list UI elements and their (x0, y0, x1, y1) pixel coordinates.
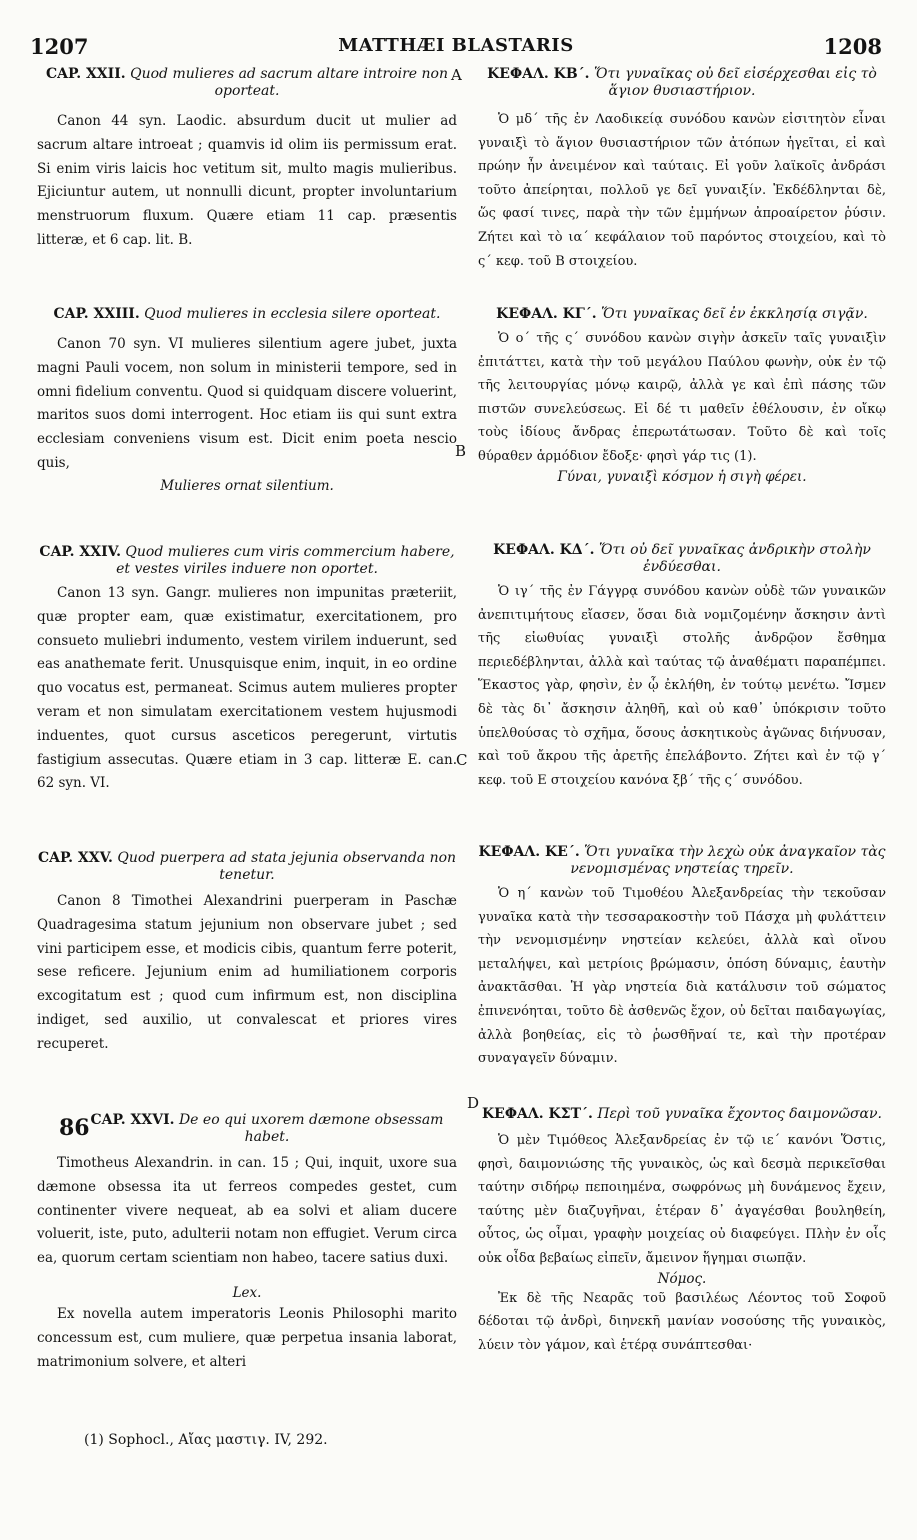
chapter-text: Ὁ μὲν Τιμόθεος Ἀλεξανδρείας ἐν τῷ ιε΄ κανόνι Ὅστις, φησὶ, δαιμονιώσης τῆς γυναικὸς, ὡς καὶ δεσμὰ περικεῖσθαι ταύτην σιδήρῳ πεποιημένα, σωφρόνως μὴ δυνάμενος ἔχειν, ταύτης μὲν διαζυγῆναι, ἑτέραν δ᾽ ἀγαγέσθαι βουληθείη, οὗτος, ὡς οἶμαι, γραφὴν μοιχείας οὐ διαφεύγει. Πλὴν ἐν οἷς οὐκ οἶδα βεβαίως εἰπεῖν, ἄμεινον ἥγημαι σιωπᾷν. (478, 1133, 886, 1266)
chapter-title: Quod mulieres ad sacrum altare introire non oporteat. (130, 66, 448, 99)
chapter-label: ΚΕΦΑΛ. ΚΔ΄. (493, 542, 595, 558)
footnote: (1) Sophocl., Αἴας μαστιγ. IV, 292. (84, 1432, 328, 1448)
lex-text: Ex novella autem imperatoris Leonis Philosophi marito concessum est, cum muliere, quæ perpetua insania laborat, matrimonium solvere, et alteri (37, 1305, 457, 1370)
chapter-label: CAP. XXII. (45, 66, 126, 82)
chapter-title: Περὶ τοῦ γυναῖκα ἔχοντος δαιμονῶσαν. (597, 1106, 882, 1122)
greek-chapter-26 (478, 1106, 886, 1357)
chapter-label: ΚΕΦΑΛ. ΚΕ΄. (478, 844, 580, 860)
chapter-label: ΚΕΦΑΛ. ΚΒ΄. (487, 66, 590, 82)
chapter-text: Canon 44 syn. Laodic. absurdum ducit ut mulier ad sacrum altare introeat ; quamvis id olim iis permissum erat. Si enim viris laicis hoc vetitum sit, multo magis mulieribus. Ejiciuntur autem, ut nonnulli dicunt, propter involuntarium menstruorum fluxum. Quære etiam 11 cap. præsentis litteræ, et 6 cap. lit. B. (37, 113, 457, 248)
chapter-text: Canon 13 syn. Gangr. mulieres non impunitas præteriit, quæ propter eam, quæ existimatur, exercitationem, pro consueto muliebri indumento, vestem virilem induerunt, sed eas anathemate ferit. Unusquisque enim, inquit, in eo ordine quo vocatus est, permaneat. Scimus autem mulieres propter veram et non simulatam exercitationem vestem hujusmodi induentes, quot cursus asceticos peregerunt, virtutis fastigium assecutas. Quære etiam in 3 cap. litteræ E. can. 62 syn. VI. (37, 585, 457, 792)
chapter-label: CAP. XXIII. (53, 306, 140, 322)
chapter-title: Ὅτι οὐ δεῖ γυναῖκας ἀνδρικὴν στολὴν ἐνδύεσθαι. (599, 542, 871, 575)
verse-quotation: Γύναι, γυναιξὶ κόσμον ἡ σιγὴ φέρει. (557, 468, 807, 485)
latin-chapter-26 (37, 1112, 457, 1374)
page-number-left: 1207 (30, 34, 89, 59)
latin-chapter-25 (37, 850, 457, 1057)
greek-chapter-22 (478, 66, 886, 273)
chapter-label: CAP. XXV. (37, 850, 113, 866)
margin-mark-b: B (455, 442, 467, 460)
latin-chapter-22 (37, 66, 457, 253)
greek-chapter-25 (478, 844, 886, 1071)
running-title: MATTHÆI BLASTARIS (338, 35, 574, 56)
verse-quotation: Mulieres ornat silentium. (160, 477, 334, 494)
chapter-text: Ὁ ιγ΄ τῆς ἐν Γάγγρᾳ συνόδου κανὼν οὐδὲ τῶν γυναικῶν ἀνεπιτιμήτους εἴασεν, ὅσαι διὰ νομιζομένην ἄσκησιν ἀντὶ τῆς εἰωθυίας γυναιξὶ στολῆς ἀνδρῷον ἔσθημα περιεδέβληνται, ἀλλὰ καὶ ταύτας τῷ ἀναθέματι παραπέμπει. Ἕκαστος γὰρ, φησὶν, ἐν ᾧ ἐκλήθη, ἐν τούτῳ μενέτω. Ἴσμεν δὲ τὰς δι᾽ ἄσκησιν ἀληθῆ, καὶ οὐ καθ᾽ ὑπόκρισιν τοῦτο ὑπελθούσας τὸ σχῆμα, ὅσους ἀσκητικοὺς ἀγῶνας διήνυσαν, καὶ τοῦ ἄκρου τῆς ἀρετῆς ἐπελάβοντο. Ζήτει καὶ ἐν τῷ γ΄ κεφ. τοῦ Ε στοιχείου κανόνα ξβ΄ τῆς ς΄ συνόδου. (478, 584, 886, 788)
chapter-label: CAP. XXVI. (90, 1112, 175, 1128)
chapter-title: Ὅτι γυναῖκα τὴν λεχὼ οὐκ ἀναγκαῖον τὰς νενομισμένας νηστείας τηρεῖν. (570, 844, 886, 877)
chapter-label: ΚΕΦΑΛ. ΚΓ΄. (496, 306, 597, 322)
chapter-title: Ὅτι γυναῖκας δεῖ ἐν ἐκκλησίᾳ σιγᾷν. (601, 306, 868, 322)
chapter-text: Ὁ ο΄ τῆς ς΄ συνόδου κανὼν σιγὴν ἀσκεῖν ταῖς γυναιξὶν ἐπιτάττει, κατὰ τὴν τοῦ μεγάλου Παύλου φωνὴν, οὐκ ἐν τῷ τῆς λειτουργίας μόνῳ καιρῷ, ἀλλὰ γε καὶ ἐπὶ πάσης τῶν πιστῶν συνελεύσεως. Εἰ δέ τι μαθεῖν ἐθέλουσιν, ἐν οἴκῳ τοὺς ἰδίους ἄνδρας ἐπερωτάτωσαν. Τοῦτο δὲ καὶ τοῖς θύραθεν ἁρμόδιον ἔδοξε· φησὶ γάρ τις (1). (478, 331, 886, 464)
nomos-text: Ἐκ δὲ τῆς Νεαρᾶς τοῦ βασιλέως Λέοντος τοῦ Σοφοῦ δέδοται τῷ ἀνδρὶ, διηνεκῆ μανίαν νοσούσης τῆς γυναικὸς, λύειν τὸν γάμον, καὶ ἑτέρᾳ συνάπτεσθαι· (478, 1290, 886, 1353)
margin-mark-d: D (467, 1094, 480, 1112)
greek-chapter-23 (478, 306, 886, 485)
chapter-title: Quod mulieres in ecclesia silere oporteat. (144, 306, 441, 322)
chapter-title: De eo qui uxorem dæmone obsessam habet. (178, 1112, 444, 1145)
chapter-title: Ὅτι γυναῖκας οὐ δεῖ εἰσέρχεσθαι εἰς τὸ ἅγιον θυσιαστήριον. (593, 66, 877, 99)
margin-mark-c: C (456, 751, 468, 769)
chapter-text: Ὁ η΄ κανὼν τοῦ Τιμοθέου Ἀλεξανδρείας τὴν τεκοῦσαν γυναῖκα κατὰ τὴν τεσσαρακοστὴν τοῦ Πάσχα μὴ φυλάττειν τὴν νενομισμένην νηστείαν κελεύει, ἀλλὰ καὶ οἴνου μεταλήψει, καὶ μετρίοις βρώμασιν, ὁπόση δύναμις, ἑαυτὴν ἀνακτᾶσθαι. Ἡ γὰρ νηστεία διὰ κατάλυσιν τοῦ σώματος ἐπινενόηται, τοῦτο δὲ ἀσθενῶς ἔχον, οὐ δεῖται παιδαγωγίας, ἀλλὰ βοηθείας, εἰς τὸ ῥωσθῆναί τε, καὶ τὴν προτέραν συναγαγεῖν δύναμιν. (478, 886, 886, 1067)
margin-mark-a: A (451, 66, 462, 84)
chapter-label: ΚΕΦΑΛ. ΚΣΤ΄. (482, 1106, 593, 1122)
column-number: 86 (59, 1115, 90, 1141)
chapter-text: Canon 70 syn. VI mulieres silentium agere jubet, juxta magni Pauli vocem, non solum in ministerii tempore, sed in omni fidelium conventu. Quod si quidquam discere voluerint, maritos suos domi interrogent. Hoc etiam iis qui sunt extra ecclesiam conveniens visum est. Dicit enim poeta nescio quis, (37, 336, 457, 471)
chapter-label: CAP. XXIV. (39, 544, 121, 560)
section-heading-lex: Lex. (232, 1284, 262, 1301)
page-header (30, 34, 882, 60)
chapter-text: Timotheus Alexandrin. in can. 15 ; Qui, inquit, uxore sua dæmone obsessa ita ut ferreos compedes gestet, cum continenter vivere nequeat, ab ea solvi et aliam ducere voluerit, iste, puto, adulterii notam non effugiet. Verum circa ea, quorum certam scientiam non habeo, tacere satius duxi. (37, 1155, 457, 1267)
latin-chapter-24 (37, 544, 457, 796)
latin-chapter-23 (37, 306, 457, 494)
chapter-title: Quod mulieres cum viris commercium habere, et vestes viriles induere non oportet. (116, 544, 455, 577)
chapter-text: Ὁ μδ΄ τῆς ἐν Λαοδικείᾳ συνόδου κανὼν εἰσιτητὸν εἶναι γυναιξὶ τὸ ἅγιον θυσιαστήριον τῶν ἀτόπων ἡγεῖται, εἰ καὶ πρώην ἦν ἀνειμένον καὶ ταύταις. Εἰ γοῦν λαϊκοῖς ἀνδράσι τοῦτο ἀπείρηται, πολλοῦ γε δεῖ γυναιξίν. Ἐκδέδληνται δὲ, ὥς φασί τινες, παρὰ τὴν τῶν ἐμμήνων ἀπροαίρετον ῥύσιν. Ζήτει καὶ τὸ ια΄ κεφάλαιον τοῦ παρόντος στοιχείου, καὶ τὸ ς΄ κεφ. τοῦ Β στοιχείου. (478, 112, 886, 269)
chapter-title: Quod puerpera ad stata jejunia observanda non tenetur. (117, 850, 457, 883)
greek-chapter-24 (478, 542, 886, 792)
chapter-text: Canon 8 Timothei Alexandrini puerperam in Paschæ Quadragesima statum jejunium non observare jubet ; sed vini participem esse, et modicis cibis, quantum ferre poterit, sese reficere. Jejunium enim ad humiliationem corporis excogitatum est ; quod cum infirmum est, non disciplina indiget, sed auxilio, ut convalescat et priores vires recuperet. (37, 893, 457, 1052)
section-heading-nomos: Νόμος. (657, 1270, 707, 1287)
page-number-right: 1208 (823, 34, 882, 59)
